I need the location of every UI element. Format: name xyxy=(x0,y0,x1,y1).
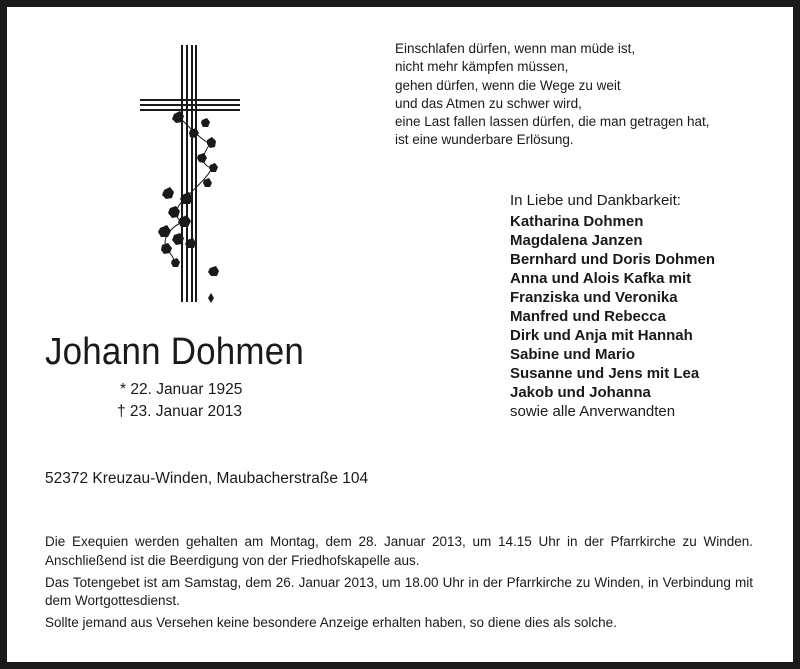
mourner-name: Sabine und Mario xyxy=(510,346,636,363)
poem-line: nicht mehr kämpfen müssen, xyxy=(395,59,569,75)
mourner-name: Susanne und Jens mit Lea xyxy=(510,365,700,382)
mourner-name: Anna und Alois Kafka mit xyxy=(510,270,692,287)
birth-date: * 22. Januar 1925 xyxy=(120,381,243,398)
poem xyxy=(395,40,709,150)
poem-line: und das Atmen zu schwer wird, xyxy=(395,95,582,111)
mourners-outro: sowie alle Anverwandten xyxy=(510,403,676,420)
death-date: † 23. Januar 2013 xyxy=(117,403,242,420)
notice-paragraph: Sollte jemand aus Versehen keine besondere Anzeige erhalten haben, so diene dies als solche. xyxy=(45,615,617,631)
mourner-name: Katharina Dohmen xyxy=(510,213,644,230)
mourner-name: Dirk und Anja mit Hannah xyxy=(510,327,693,344)
mourner-name: Manfred und Rebecca xyxy=(510,308,666,325)
mourners-intro: In Liebe und Dankbarkeit: xyxy=(510,192,681,209)
mourner-name: Bernhard und Doris Dohmen xyxy=(510,251,716,268)
mourners-list xyxy=(510,191,715,421)
deceased-name: Johann Dohmen xyxy=(45,331,304,373)
notice-paragraph: Das Totengebet ist am Samstag, dem 26. Januar 2013, um 18.00 Uhr in der Pfarrkirche zu Winden, in Verbindung mit dem Wortgottesdienst. xyxy=(45,574,753,609)
mourner-name: Jakob und Johanna xyxy=(510,384,651,401)
poem-line: gehen dürfen, wenn die Wege zu weit xyxy=(395,77,621,93)
notice-paragraph: Die Exequien werden gehalten am Montag, dem 28. Januar 2013, um 14.15 Uhr in der Pfarrkirche zu Winden. Anschließend ist die Beerdigung von der Friedhofskapelle aus. xyxy=(45,534,753,568)
poem-line: ist eine wunderbare Erlösung. xyxy=(395,132,574,148)
funeral-notices xyxy=(45,533,753,636)
poem-line: eine Last fallen lassen dürfen, die man getragen hat, xyxy=(395,114,710,130)
mourner-name: Franziska und Veronika xyxy=(510,289,678,306)
poem-line: Einschlafen dürfen, wenn man müde ist, xyxy=(395,41,636,56)
address: 52372 Kreuzau-Winden, Maubacherstraße 104 xyxy=(45,470,369,487)
cross-with-ivy-icon xyxy=(132,40,242,310)
mourner-name: Magdalena Janzen xyxy=(510,232,643,249)
